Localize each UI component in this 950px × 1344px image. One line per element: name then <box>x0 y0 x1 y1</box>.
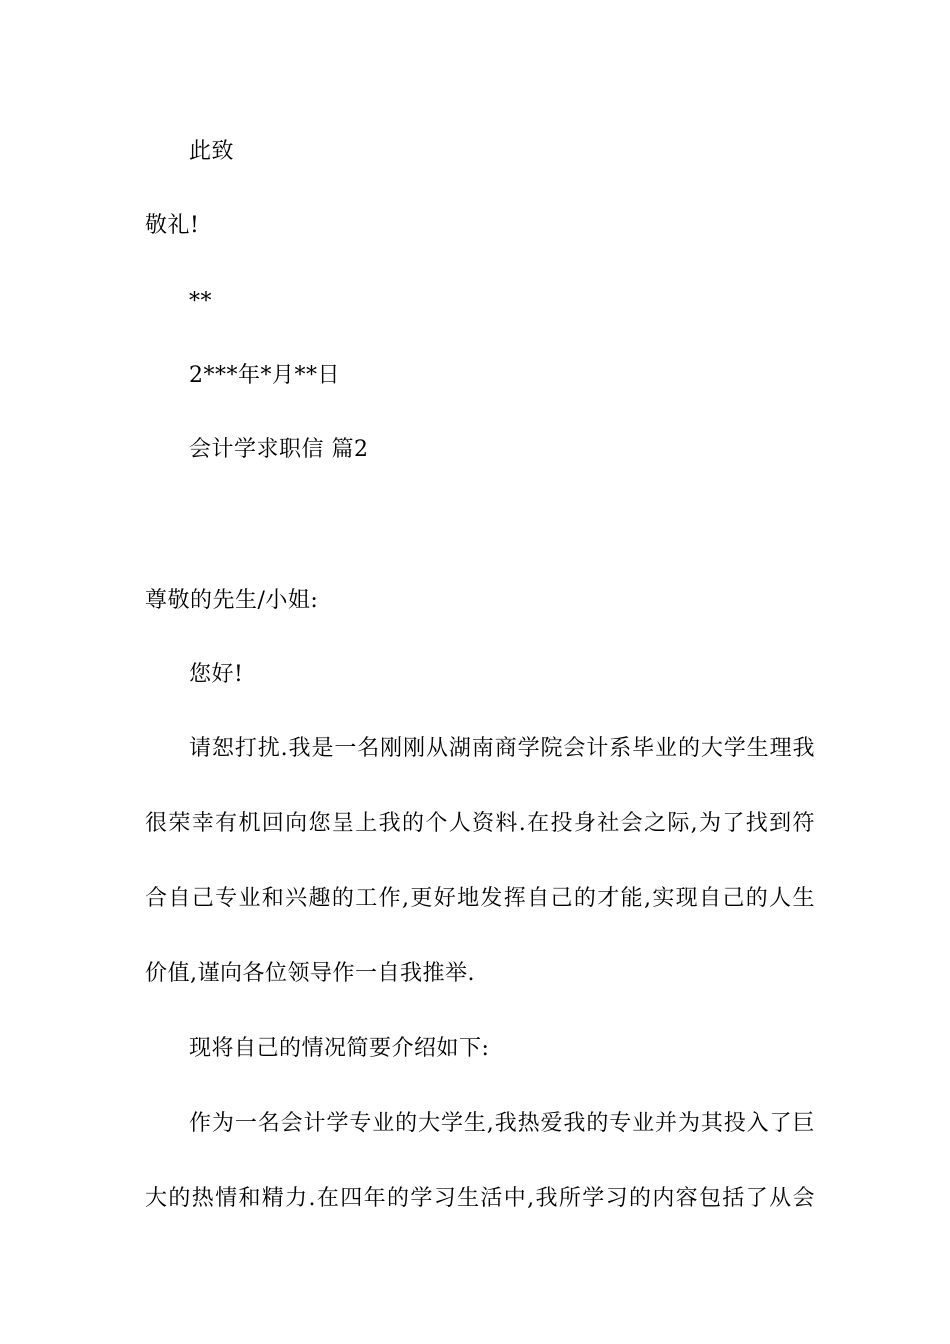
closing-jing-li: 敬礼! <box>145 213 200 238</box>
paragraph1-line2: 很荣幸有机回向您呈上我的个人资料.在投身社会之际,为了找到符 <box>145 811 815 836</box>
paragraph1-line4: 价值,谨向各位领导作一自我推举. <box>145 961 475 986</box>
greeting: 您好! <box>189 662 244 687</box>
closing-ci-zhi: 此致 <box>189 139 235 164</box>
section-heading: 会计学求职信 篇2 <box>189 437 369 462</box>
signature: ** <box>189 289 212 314</box>
salutation: 尊敬的先生/小姐: <box>145 588 319 613</box>
paragraph3-line2: 大的热情和精力.在四年的学习生活中,我所学习的内容包括了从会 <box>145 1186 815 1211</box>
paragraph1-line1: 请恕打扰.我是一名刚刚从湖南商学院会计系毕业的大学生理我 <box>189 736 815 761</box>
paragraph1-line3: 合自己专业和兴趣的工作,更好地发挥自己的才能,实现自己的人生 <box>145 886 815 911</box>
paragraph3-line1: 作为一名会计学专业的大学生,我热爱我的专业并为其投入了巨 <box>189 1111 815 1136</box>
letter-date: 2***年*月**日 <box>189 363 340 388</box>
paragraph2: 现将自己的情况简要介绍如下: <box>189 1036 490 1061</box>
